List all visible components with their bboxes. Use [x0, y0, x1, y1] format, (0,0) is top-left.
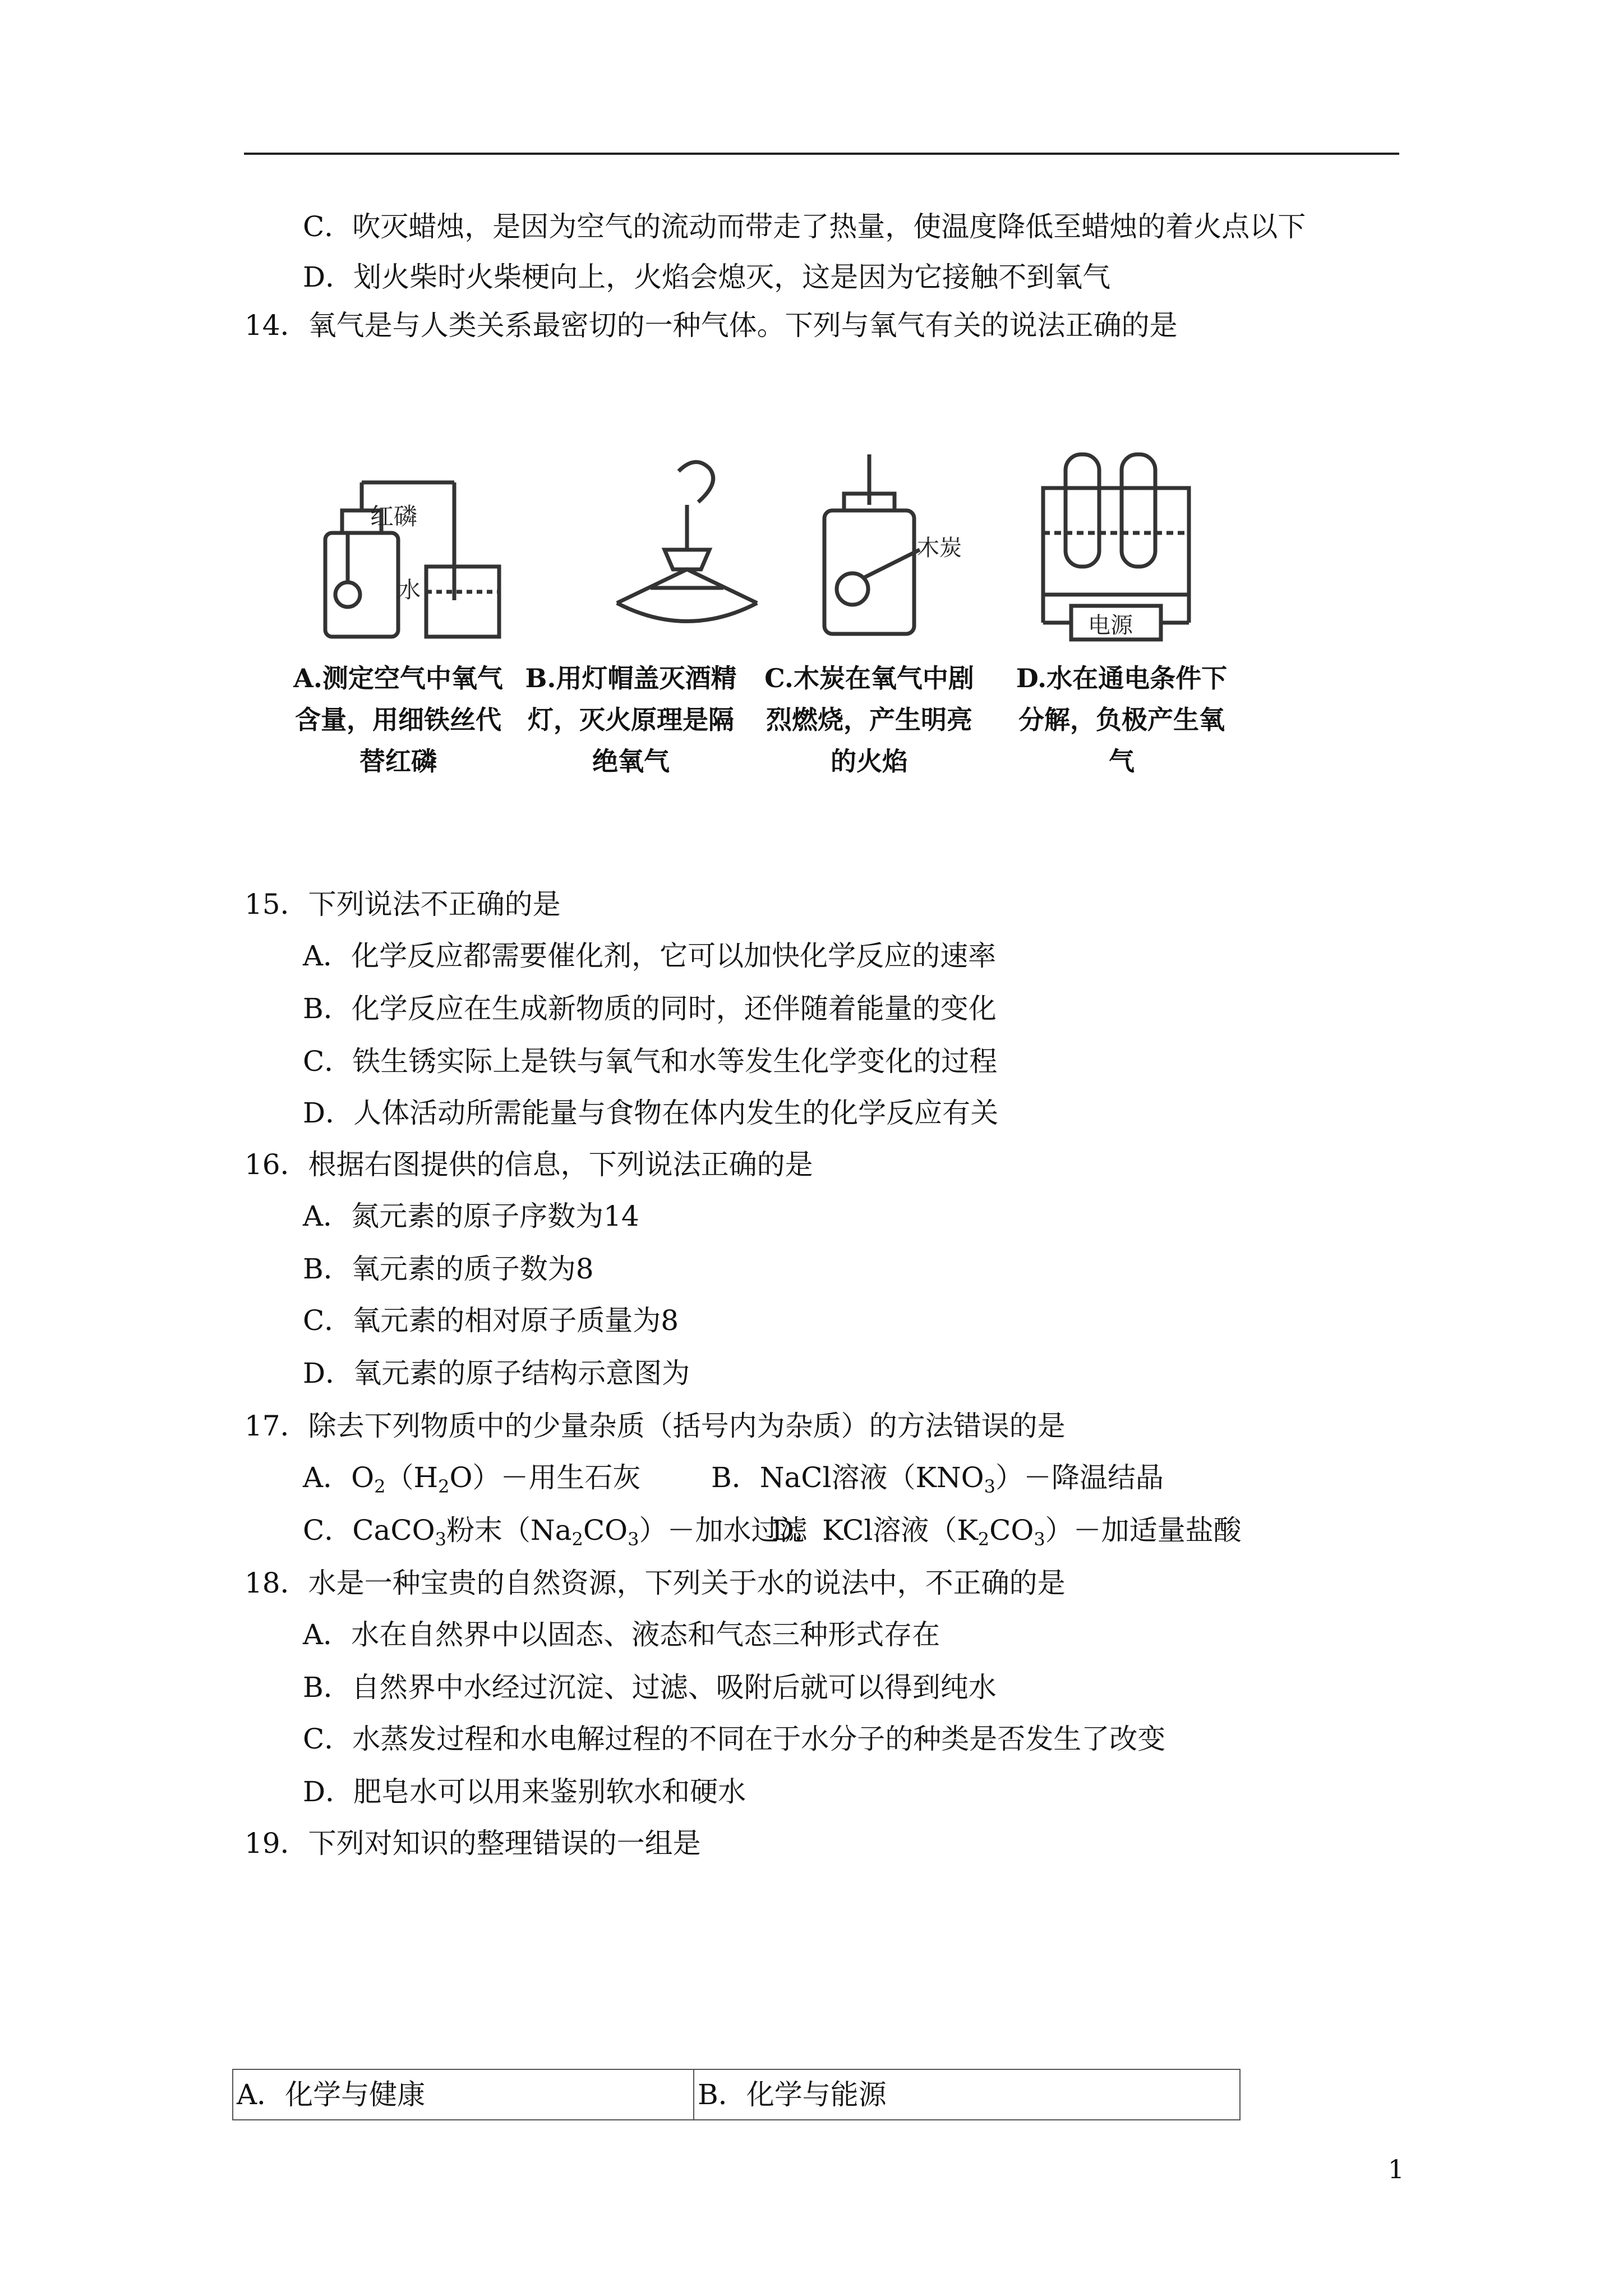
q14-stem: 14．氧气是与人类关系最密切的一种气体。下列与氧气有关的说法正确的是 [245, 309, 1178, 342]
q18-option-a: A．水在自然界中以固态、液态和气态三种形式存在 [303, 1618, 940, 1651]
q17-option-b: B．NaCl溶液$(KNO_3)-$降温结晶 [711, 1461, 1164, 1497]
q13-option-d: D．划火柴时火柴梗向上，火焰会熄灭，这是因为它接触不到氧气 [303, 261, 1111, 293]
q13-option-c: C．吹灭蜡烛，是因为空气的流动而带走了热量，使温度降低至蜡烛的着火点以下 [303, 210, 1306, 243]
q16-option-c: C．氧元素的相对原子质量为8 [303, 1304, 679, 1337]
q19-table [232, 2069, 1241, 2120]
figure-a-label-water: 水 [398, 577, 421, 603]
q18-stem: 18．水是一种宝贵的自然资源，下列关于水的说法中，不正确的是 [245, 1567, 1066, 1599]
q18-option-d: D．肥皂水可以用来鉴别软水和硬水 [303, 1775, 746, 1808]
header-rule [244, 153, 1399, 155]
q17-option-d: D．KCl溶液$(K_2CO_3)-$加适量盐酸 [772, 1514, 1242, 1550]
figure-d-electrolysis [1026, 449, 1228, 651]
q14-option-b: B.用灯帽盖灭酒精灯，灭火原理是隔绝氧气 [525, 663, 737, 776]
q17-option-a: A．$O_2(H_2O)-$用生石灰 [303, 1461, 641, 1497]
q15-option-d: D．人体活动所需能量与食物在体内发生的化学反应有关 [303, 1097, 999, 1129]
q17-option-c: C．CaCO$_3$粉末$(Na_2CO_3)-$加水过滤 [303, 1514, 808, 1550]
page-number: 1 [1387, 2154, 1404, 2184]
q14-option-c: C.木炭在氧气中剧烈燃烧，产生明亮的火焰 [764, 663, 974, 776]
q15-option-a: A．化学反应都需要催化剂，它可以加快化学反应的速率 [303, 940, 997, 972]
figure-d-label-power: 电源 [1088, 613, 1133, 638]
q15-option-b: B．化学反应在生成新物质的同时，还伴随着能量的变化 [303, 992, 997, 1025]
q14-option-d: D.水在通电条件下分解，负极产生氧气 [1016, 663, 1228, 776]
q16-option-b: B．氧元素的质子数为8 [303, 1253, 594, 1285]
q16-option-d: D．氧元素的原子结构示意图为 [303, 1357, 690, 1389]
q15-stem: 15．下列说法不正确的是 [245, 888, 561, 921]
q19-table-cell-b: B．化学与能源 [698, 2078, 887, 2111]
q16-option-a: A．氮元素的原子序数为14 [303, 1200, 639, 1232]
q19-stem: 19．下列对知识的整理错误的一组是 [245, 1827, 701, 1860]
q17-stem: 17．除去下列物质中的少量杂质（括号内为杂质）的方法错误的是 [245, 1410, 1066, 1442]
q16-stem: 16．根据右图提供的信息，下列说法正确的是 [245, 1148, 813, 1181]
figure-b-alcohol-lamp [594, 449, 796, 651]
q14-option-a: A.测定空气中氧气含量，用细铁丝代替红磷 [293, 663, 503, 776]
figure-a-label-phosphorus: 红磷 [370, 503, 418, 530]
q19-table-cell-a: A．化学与健康 [233, 2070, 694, 2119]
q18-option-c: C．水蒸发过程和水电解过程的不同在于水分子的种类是否发生了改变 [303, 1723, 1166, 1755]
figure-c-charcoal-bottle [791, 449, 993, 651]
figure-a-phosphorus-apparatus [314, 449, 516, 651]
q15-option-c: C．铁生锈实际上是铁与氧气和水等发生化学变化的过程 [303, 1045, 998, 1078]
figure-c-label-charcoal: 木炭 [917, 535, 962, 561]
q18-option-b: B．自然界中水经过沉淀、过滤、吸附后就可以得到纯水 [303, 1671, 997, 1704]
